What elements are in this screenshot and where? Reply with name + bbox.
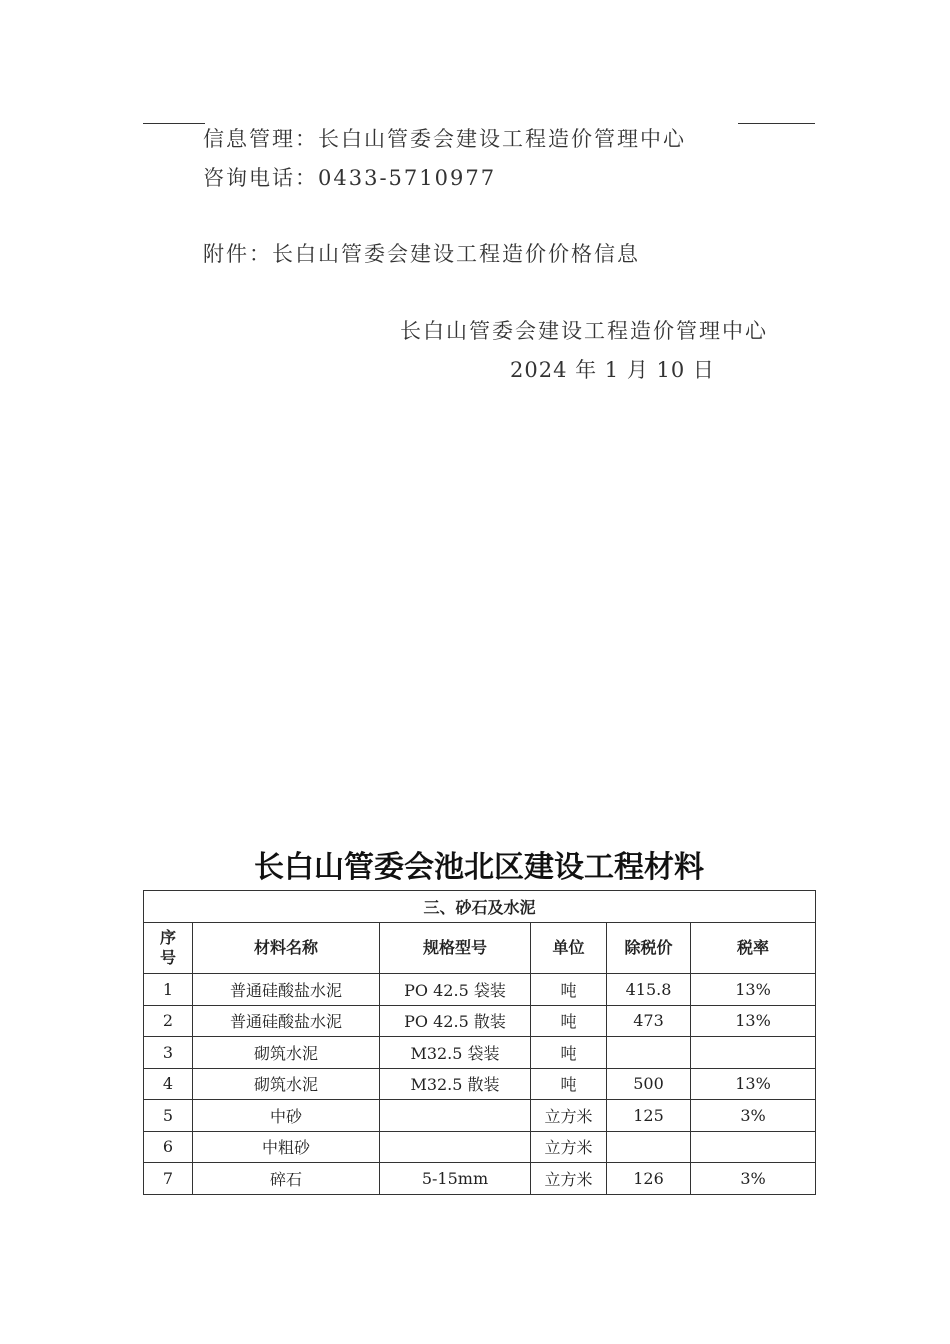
signature-org: 长白山管委会建设工程造价管理中心 <box>400 319 768 343</box>
cell-tax-rate: 3% <box>691 1163 816 1195</box>
cell-index: 5 <box>144 1100 193 1132</box>
cell-index: 1 <box>144 974 193 1006</box>
cell-name: 中砂 <box>193 1100 380 1132</box>
cell-price <box>607 1131 691 1163</box>
cell-name: 砌筑水泥 <box>193 1037 380 1069</box>
column-header-unit: 单位 <box>531 923 607 974</box>
cell-unit: 吨 <box>531 1037 607 1069</box>
table-row <box>144 1131 816 1163</box>
cell-price: 473 <box>607 1005 691 1037</box>
cell-name: 普通硅酸盐水泥 <box>193 974 380 1006</box>
cell-index: 6 <box>144 1131 193 1163</box>
table-row <box>144 1037 816 1069</box>
cell-spec: PO 42.5 散装 <box>380 1005 531 1037</box>
cell-index: 7 <box>144 1163 193 1195</box>
cell-price: 500 <box>607 1068 691 1100</box>
cell-unit: 立方米 <box>531 1163 607 1195</box>
header-rule-right <box>738 123 815 124</box>
cell-spec <box>380 1131 531 1163</box>
header-rule-left <box>143 123 205 124</box>
cell-tax-rate: 3% <box>691 1100 816 1132</box>
cell-index: 4 <box>144 1068 193 1100</box>
cell-tax-rate: 13% <box>691 1005 816 1037</box>
cell-unit: 立方米 <box>531 1100 607 1132</box>
signature-date: 2024 年 1 月 10 日 <box>510 358 715 382</box>
cell-unit: 吨 <box>531 1005 607 1037</box>
cell-tax-rate <box>691 1037 816 1069</box>
cell-price: 126 <box>607 1163 691 1195</box>
cell-index: 3 <box>144 1037 193 1069</box>
cell-tax-rate: 13% <box>691 1068 816 1100</box>
table-row <box>144 1068 816 1100</box>
column-header-price: 除税价 <box>607 923 691 974</box>
table-row <box>144 1163 816 1195</box>
column-header-spec: 规格型号 <box>380 923 531 974</box>
column-header-name: 材料名称 <box>193 923 380 974</box>
cell-price: 415.8 <box>607 974 691 1006</box>
cell-name: 碎石 <box>193 1163 380 1195</box>
column-header-index: 序号 <box>144 923 193 974</box>
cell-spec <box>380 1100 531 1132</box>
cell-spec: 5-15mm <box>380 1163 531 1195</box>
cell-price: 125 <box>607 1100 691 1132</box>
cell-index: 2 <box>144 1005 193 1037</box>
info-phone: 咨询电话：0433-5710977 <box>203 166 497 190</box>
cell-spec: M32.5 袋装 <box>380 1037 531 1069</box>
cell-unit: 吨 <box>531 974 607 1006</box>
cell-price <box>607 1037 691 1069</box>
cell-name: 砌筑水泥 <box>193 1068 380 1100</box>
cell-spec: M32.5 散装 <box>380 1068 531 1100</box>
cell-spec: PO 42.5 袋装 <box>380 974 531 1006</box>
cell-unit: 立方米 <box>531 1131 607 1163</box>
materials-table <box>143 890 816 1195</box>
table-row <box>144 974 816 1006</box>
table-row <box>144 1100 816 1132</box>
column-header-tax-rate: 税率 <box>691 923 816 974</box>
cell-tax-rate: 13% <box>691 974 816 1006</box>
cell-name: 普通硅酸盐水泥 <box>193 1005 380 1037</box>
info-attachment: 附件：长白山管委会建设工程造价价格信息 <box>203 242 640 266</box>
cell-unit: 吨 <box>531 1068 607 1100</box>
table-row <box>144 1005 816 1037</box>
info-management: 信息管理：长白山管委会建设工程造价管理中心 <box>203 127 686 151</box>
section-title: 三、砂石及水泥 <box>144 891 816 923</box>
cell-tax-rate <box>691 1131 816 1163</box>
cell-name: 中粗砂 <box>193 1131 380 1163</box>
document-title: 长白山管委会池北区建设工程材料 <box>254 850 704 885</box>
